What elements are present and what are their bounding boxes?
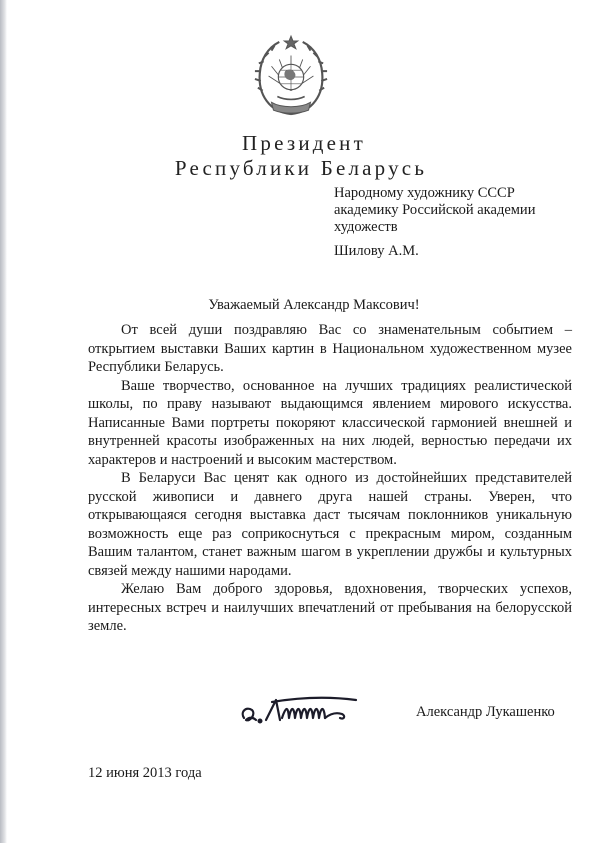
signer-name: Александр Лукашенко	[416, 704, 555, 720]
letter-date: 12 июня 2013 года	[88, 765, 202, 781]
body-paragraph: Ваше творчество, основанное на лучших традициях реалистической школы, по праву называют выдающимся явлением мирового искусства. Написанные Вами портреты покоряют классической гармонией внешней и внутренней красоты изображенных на них людей, верностью передачи их характеров и настроений и высоким мастерством.	[88, 377, 572, 468]
addressee-name: Шилову А.М.	[334, 243, 419, 259]
coat-of-arms-icon	[252, 34, 330, 120]
handwritten-signature	[236, 690, 386, 730]
body-paragraph: Желаю Вам доброго здоровья, вдохновения, творческих успехов, интересных встреч и наилучших впечатлений от пребывания на белорусской земле.	[88, 581, 572, 634]
body-paragraph: От всей души поздравляю Вас со знаменательным событием – открытием выставки Ваших картин в Национальном художественном музее Республики Беларусь.	[88, 322, 572, 375]
letter-body	[88, 321, 572, 636]
body-paragraph: В Беларуси Вас ценят как одного из достойнейших представителей русской живописи и давнего друга нашей страны. Уверен, что открывающаяся сегодня выставка даст тысячам поклонников уникальную возможность еще раз соприкоснуться с прекрасным миром, созданным Вашим талантом, станет важным шагом в укреплении дружбы и культурных связей между нашими народами.	[88, 470, 572, 579]
scan-edge-shadow	[0, 0, 7, 843]
addressee-line: Народному художнику СССР	[334, 185, 515, 201]
addressee-line: академику Российской академии	[334, 202, 536, 218]
letterhead-subtitle: Республики Беларусь	[174, 156, 428, 180]
letterhead-title: Президент	[242, 131, 366, 155]
addressee-line: художеств	[334, 219, 398, 235]
salutation: Уважаемый Александр Максович!	[208, 297, 420, 313]
